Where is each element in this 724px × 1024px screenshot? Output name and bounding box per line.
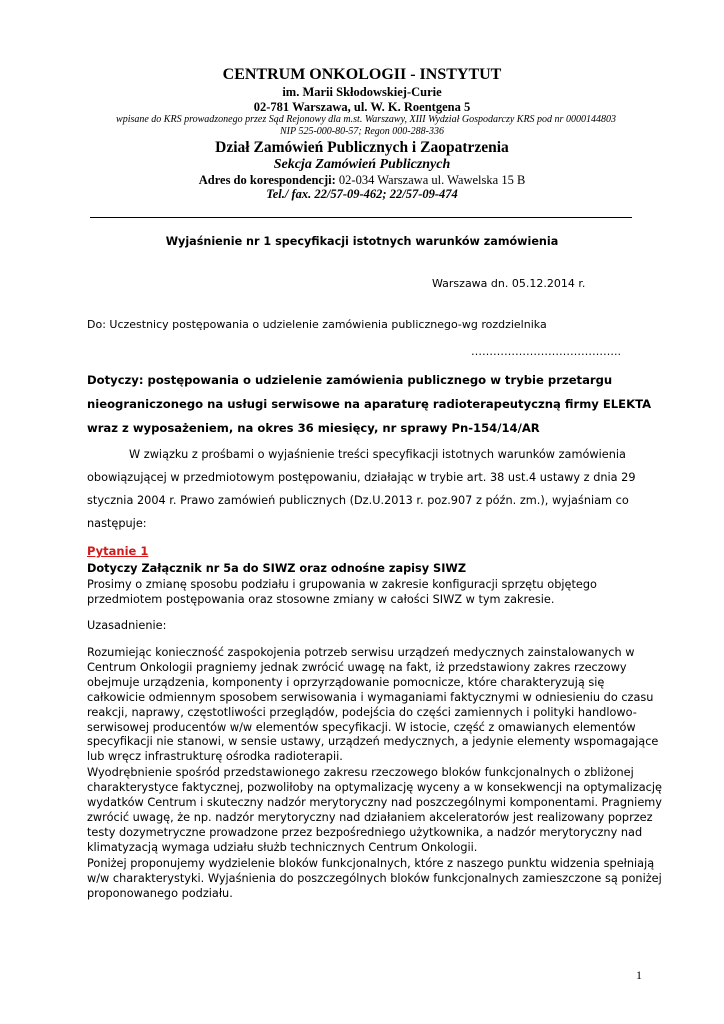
correspondence-address [0, 173, 724, 188]
intro-line: stycznia 2004 r. Prawo zamówień publicznych (Dz.U.2013 r. poz.907 z późn. zm.), wyjaśniam co [87, 494, 629, 507]
institution-name: CENTRUM ONKOLOGII - INSTYTUT [222, 66, 502, 83]
justification-paragraph-3 [87, 857, 662, 902]
question-subject: Dotyczy Załącznik nr 5a do SIWZ oraz odnośne zapisy SIWZ [87, 562, 467, 575]
institution-patron: im. Marii Skłodowskiej-Curie [282, 85, 442, 99]
paragraph-line: serwisowej producentów w/w elementów specyfikacji. W istocie, część z omawianych elementów [87, 720, 636, 734]
question-text [87, 578, 597, 608]
institution-address: 02-781 Warszawa, ul. W. K. Roentgena 5 [253, 100, 471, 114]
paragraph-line: specyfikacji nie stanowi, w sensie ustawy, urządzeń medycznych, a jedynie elementy wspomagające [87, 735, 659, 749]
paragraph-line: Poniżej proponujemy wydzielenie bloków funkcjonalnych, które z naszego punktu widzenia spełniają [87, 857, 655, 870]
paragraph-line: obejmuje urządzenia, komponenty i oprzyrządowanie pomocnicze, które charakteryzują się [87, 675, 605, 689]
subject-line: nieograniczonego na usługi serwisowe na aparaturę radioterapeutyczną firmy ELEKTA [87, 397, 652, 411]
question-line: przedmiotem postępowania oraz stosowne zmiany w całości SIWZ w tym zakresie. [87, 592, 555, 606]
question-heading: Pytanie 1 [87, 544, 149, 558]
phone-fax: Tel./ fax. 22/57-09-462; 22/57-09-474 [266, 187, 458, 201]
paragraph-line: klimatyzacją wymaga udziału służb technicznych Centrum Onkologii. [87, 840, 478, 854]
subject-line: Dotyczy: postępowania o udzielenie zamówienia publicznego w trybie przetargu [87, 373, 613, 387]
correspondence-value: 02-034 Warszawa ul. Wawelska 15 B [335, 173, 526, 187]
signature-dots: ………………………………….. [471, 345, 621, 358]
intro-line: W związku z prośbami o wyjaśnienie treści specyfikacji istotnych warunków zamówienia [129, 448, 626, 461]
paragraph-line: Wyodrębnienie spośród przedstawionego zakresu rzeczowego bloków funkcjonalnych o zbliżonej [87, 766, 634, 779]
nip-regon: NIP 525-000-80-57; Regon 000-288-336 [280, 126, 444, 137]
paragraph-line: lub wręcz infrastrukturę ośrodka radioterapii. [87, 750, 343, 764]
paragraph-line: całkowicie odmiennym sposobem serwisowania i wymaganiami faktycznymi w odniesieniu do czasu [87, 690, 654, 704]
paragraph-line: Rozumiejąc konieczność zaspokojenia potrzeb serwisu urządzeń medycznych zainstalowanych w [87, 646, 635, 659]
paragraph-line: zwrócić uwagę, że np. nadzór merytoryczny nad działaniem akceleratorów jest realizowany poprzez [87, 810, 653, 824]
justification-label: Uzasadnienie: [87, 619, 167, 632]
intro-paragraph [87, 443, 636, 535]
page-number: 1 [636, 968, 642, 982]
department-name: Dział Zamówień Publicznych i Zaopatrzenia [215, 139, 509, 156]
paragraph-line: wydatków Centrum i skuteczny nadzór merytoryczny nad poszczególnymi komponentami. Pragniemy [87, 795, 662, 809]
question-line: Prosimy o zmianę sposobu podziału i grupowania w zakresie konfiguracji sprzętu objętego [87, 578, 597, 591]
justification-paragraph-1 [87, 646, 658, 765]
paragraph-line: Centrum Onkologii pragniemy jednak zwrócić uwagę na fakt, iż przedstawiony zakres rzeczowy [87, 660, 627, 674]
header-divider [90, 217, 632, 218]
subject-line: wraz z wyposażeniem, na okres 36 miesięcy, nr sprawy Pn-154/14/AR [87, 421, 540, 435]
paragraph-line: reakcji, naprawy, częstotliwości przeglądów, podejścia do części zamiennych i polityki handlowo- [87, 705, 637, 719]
paragraph-line: charakterystyce faktycznej, pozwoliłoby na optymalizację wyceny a w konsekwencji na optymalizację [87, 780, 662, 794]
registry-info: wpisane do KRS prowadzonego przez Sąd Rejonowy dla m.st. Warszawy, XIII Wydział Gospodarczy KRS pod nr 0000144803 [116, 114, 616, 125]
correspondence-label: Adres do korespondencji: [198, 173, 336, 187]
addressee: Do: Uczestnicy postępowania o udzielenie zamówienia publicznego-wg rozdzielnika [87, 318, 547, 331]
justification-paragraph-2 [87, 766, 662, 855]
subject-block [87, 368, 651, 440]
paragraph-line: testy dozymetryczne prowadzone przez bezpośredniego użytkownika, a nadzór merytoryczny nad [87, 825, 643, 839]
intro-line: następuje: [87, 517, 147, 530]
section-name: Sekcja Zamówień Publicznych [273, 157, 451, 172]
paragraph-line: proponowanego podziału. [87, 886, 233, 900]
intro-line: obowiązującej w przedmiotowym postępowaniu, działając w trybie art. 38 ust.4 ustawy z dnia 29 [87, 471, 636, 484]
document-title: Wyjaśnienie nr 1 specyfikacji istotnych warunków zamówienia [165, 235, 559, 248]
document-date: Warszawa dn. 05.12.2014 r. [432, 277, 586, 290]
paragraph-line: w/w charakterystyki. Wyjaśnienia do poszczególnych bloków funkcjonalnych zamieszczone są poniżej [87, 871, 662, 885]
